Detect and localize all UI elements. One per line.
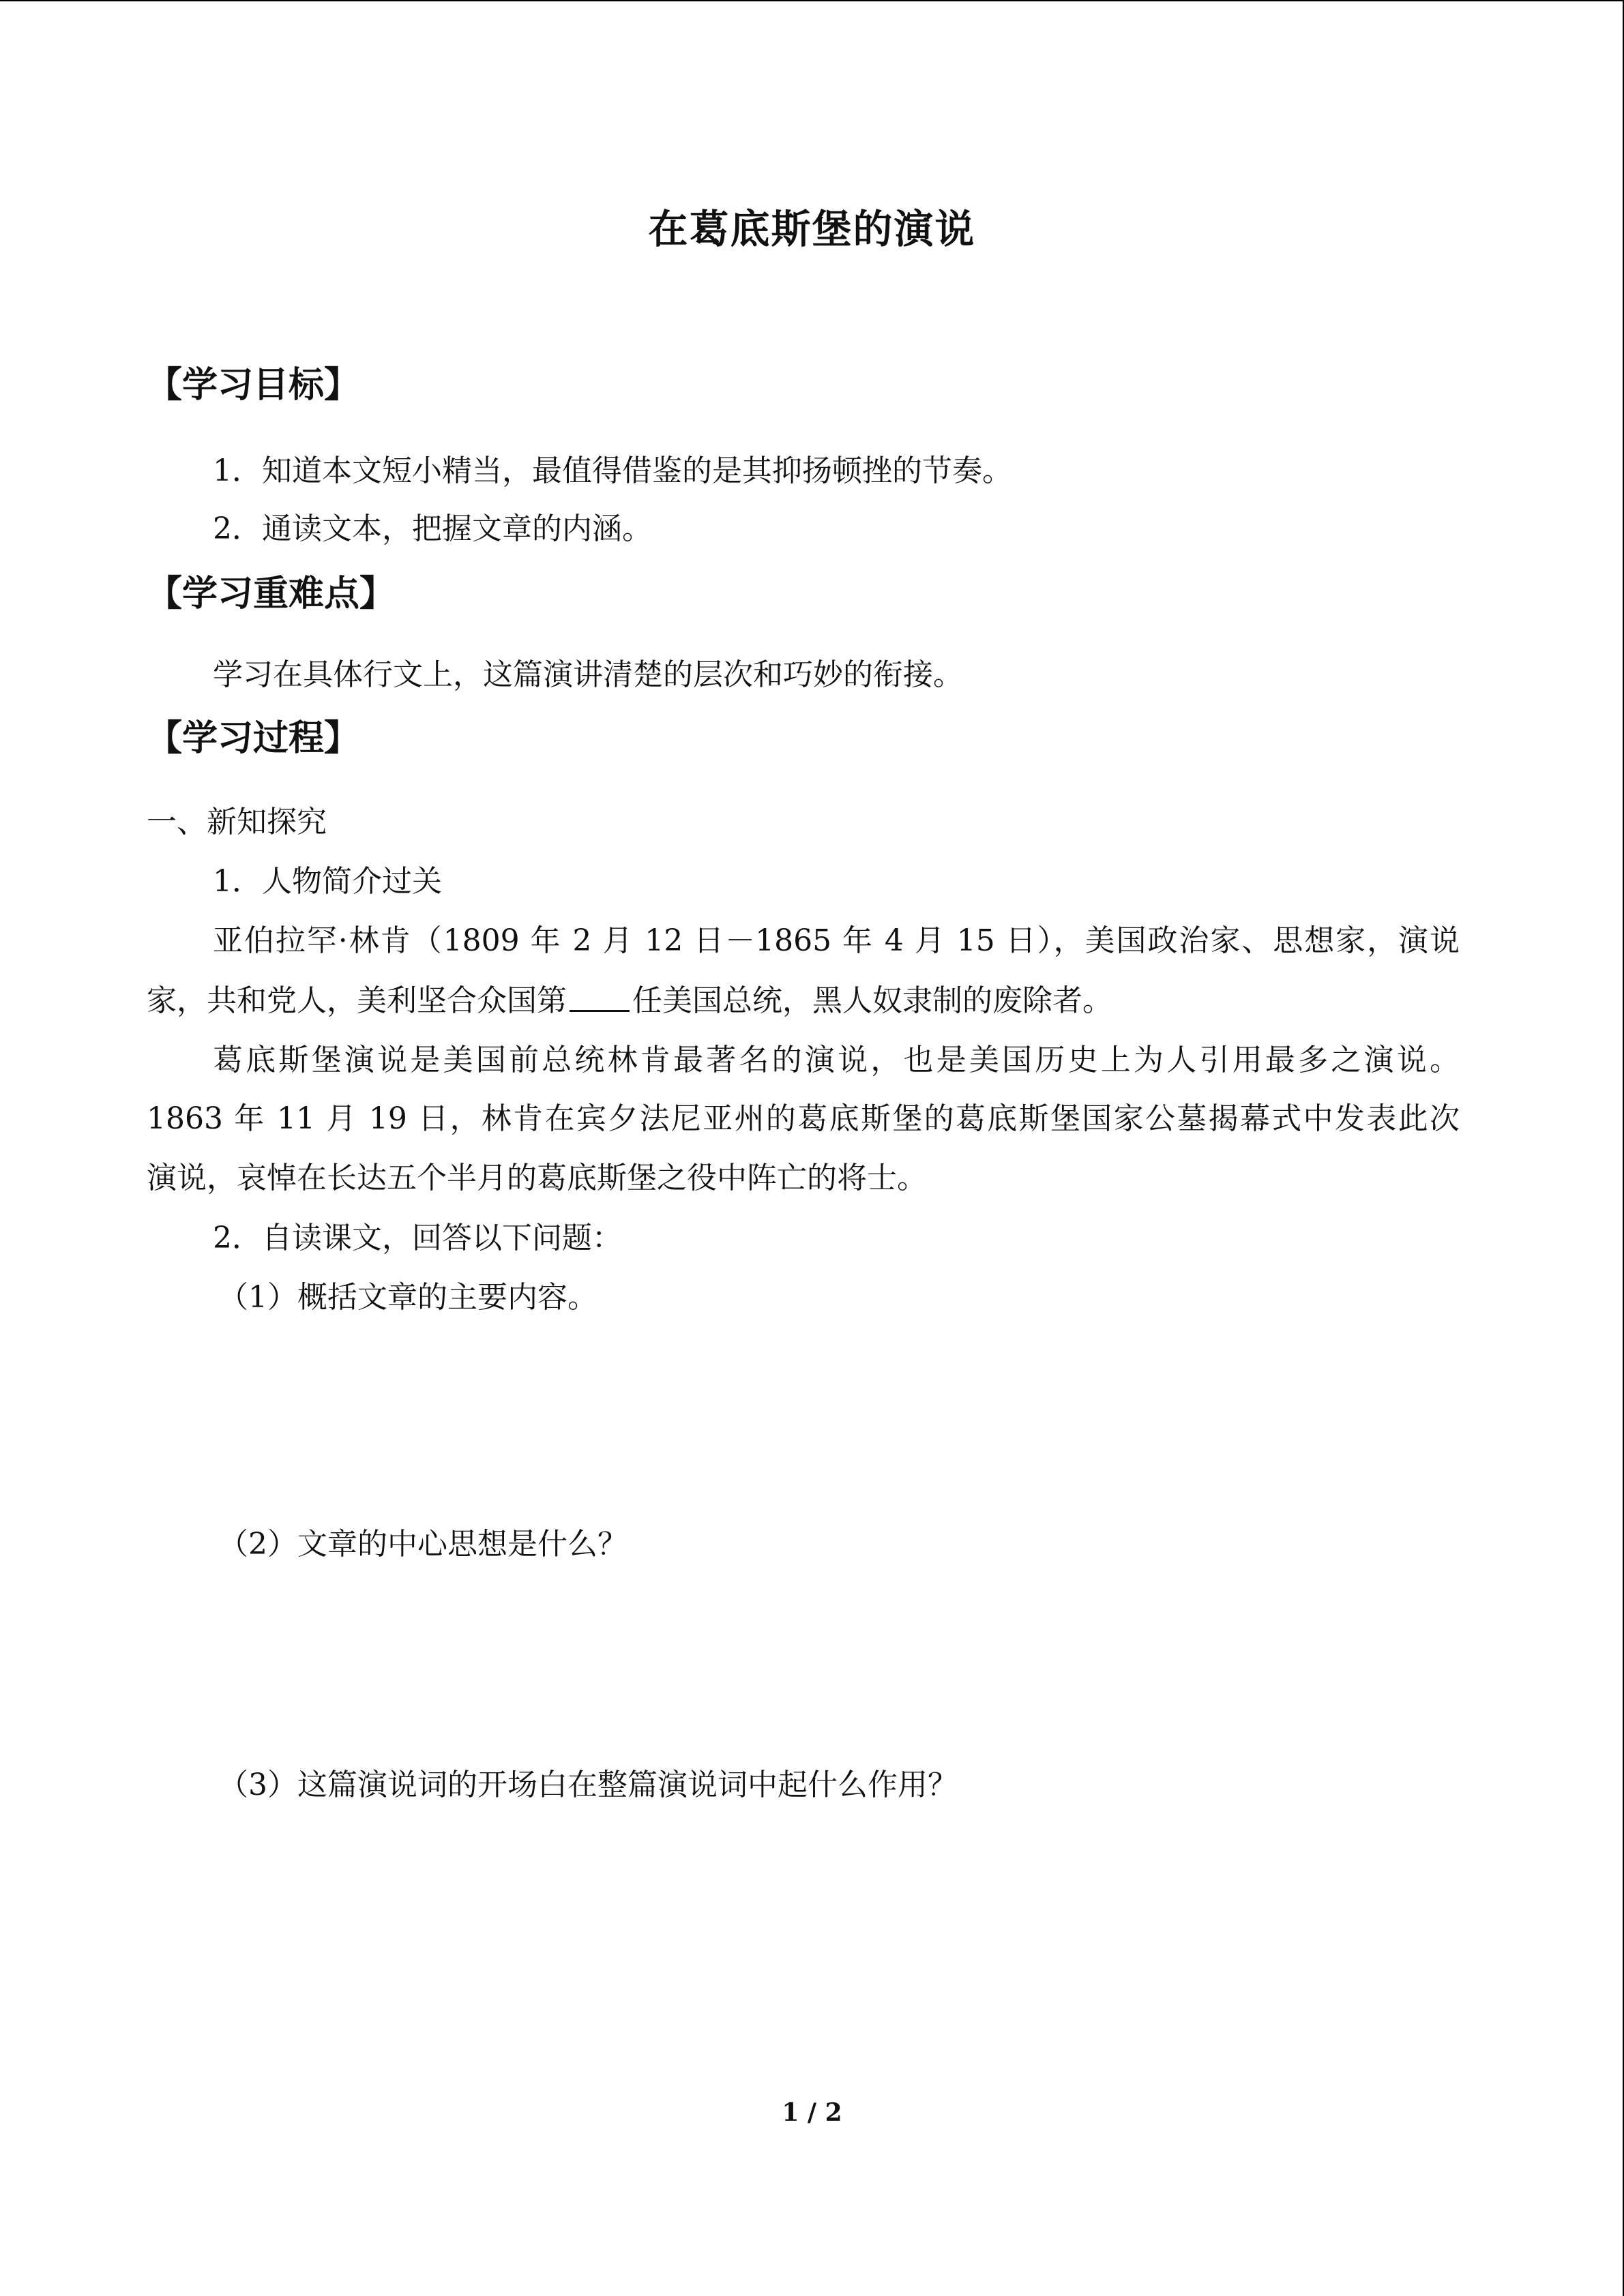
question-1: （1）概括文章的主要内容。	[218, 1280, 597, 1315]
speech-line-3: 演说，哀悼在长达五个半月的葛底斯堡之役中阵亡的将士。	[147, 1161, 927, 1195]
key-points-text: 学习在具体行文上，这篇演讲清楚的层次和巧妙的衔接。	[213, 657, 963, 692]
speech-line-2: 1863 年 11 月 19 日，林肯在宾夕法尼亚州的葛底斯堡的葛底斯堡国家公墓揭幕式中发表此次	[147, 1101, 1460, 1136]
page-number: 1 / 2	[782, 2098, 842, 2127]
heading-key-points: 【学习重难点】	[147, 573, 396, 614]
question-3: （3）这篇演说词的开场白在整篇演说词中起什么作用？	[218, 1768, 958, 1802]
process-sub-2: 2．自读课文，回答以下问题：	[213, 1221, 622, 1255]
heading-process: 【学习过程】	[147, 718, 360, 759]
fill-in-blank[interactable]	[570, 1010, 630, 1012]
page-title: 在葛底斯堡的演说	[648, 206, 976, 252]
bio-line-2	[147, 983, 1112, 1019]
speech-line-1: 葛底斯堡演说是美国前总统林肯最著名的演说，也是美国历史上为人引用最多之演说。	[213, 1043, 1460, 1077]
heading-objectives: 【学习目标】	[147, 365, 360, 406]
process-sub-1: 1．人物简介过关	[213, 864, 442, 899]
objective-item-2: 2．通读文本，把握文章的内涵。	[213, 511, 652, 546]
bio-line-2-before: 家，共和党人，美利坚合众国第	[147, 983, 567, 1018]
question-2: （2）文章的中心思想是什么？	[218, 1527, 628, 1562]
bio-line-1: 亚伯拉罕·林肯（1809 年 2 月 12 日－1865 年 4 月 15 日），美国政治家、思想家，演说	[213, 923, 1460, 958]
objective-item-1: 1．知道本文短小精当，最值得借鉴的是其抑扬顿挫的节奏。	[213, 453, 1012, 488]
process-part-1: 一、新知探究	[147, 805, 327, 839]
bio-line-2-after: 任美国总统，黑人奴隶制的废除者。	[632, 983, 1112, 1018]
